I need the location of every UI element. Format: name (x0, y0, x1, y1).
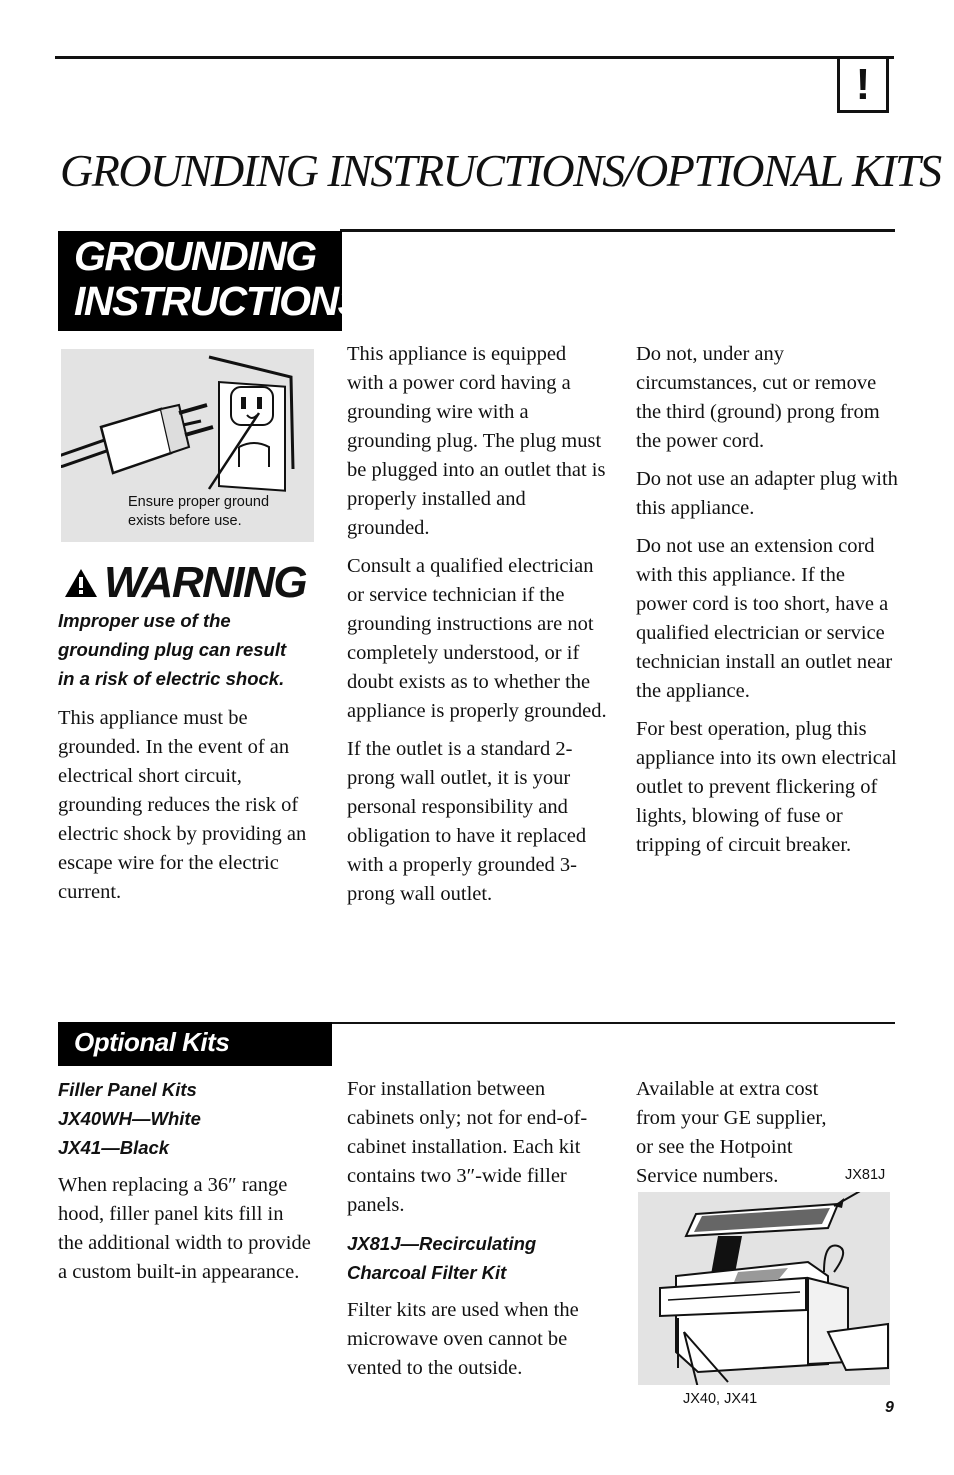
grounding-column-1 (58, 704, 308, 916)
paragraph: For best operation, plug this appliance into its own electrical outlet to prevent flickering of lights, blowing of fuse or tripping of circuit breaker. (636, 718, 897, 856)
warning-label: WARNING (104, 558, 307, 607)
plug-caption (128, 493, 308, 531)
kit-model: JX41—Black (58, 1137, 170, 1158)
alert-icon (837, 59, 889, 113)
paragraph: If the outlet is a standard 2-prong wall outlet, it is your personal responsibility and obligation to have it replaced with a properly grounded 3-prong wall outlet. (347, 738, 587, 905)
kit-illustration (638, 1192, 890, 1385)
paragraph: Consult a qualified electrician or service technician if the grounding instructions are not completely understood, or if doubt exists as to whether the appliance is properly grounded. (347, 555, 607, 722)
caption-line2: exists before use. (128, 513, 242, 529)
kits-column-2 (347, 1075, 612, 1392)
grounding-heading-line2: INSTRUCTIONS (74, 278, 364, 324)
kit-title: JX81J—Recirculating (347, 1233, 537, 1254)
paragraph: Do not use an adapter plug with this appliance. (636, 468, 898, 519)
kit-model: JX40WH—White (58, 1108, 201, 1129)
page-title: GROUNDING INSTRUCTIONS/OPTIONAL KITS (60, 145, 941, 196)
grounding-column-2 (347, 340, 607, 918)
alert-symbol: ! (855, 59, 871, 109)
grounding-heading-line1: GROUNDING (74, 233, 316, 279)
paragraph: Available at extra cost from your GE supplier, or see the Hotpoint Service numbers. (636, 1078, 827, 1187)
jx81j-label: JX81J (845, 1167, 886, 1183)
paragraph: Do not, under any circumstances, cut or remove the third (ground) prong from the power cord. (636, 343, 880, 452)
filler-panel-heading (58, 1075, 313, 1162)
top-rule (55, 56, 894, 59)
paragraph: Do not use an extension cord with this appliance. If the power cord is too short, have a qualified electrician or service technician install an outlet near the appliance. (636, 535, 893, 702)
kits-column-1 (58, 1075, 313, 1296)
section-rule (330, 1022, 895, 1024)
optional-kits-heading: Optional Kits (58, 1022, 332, 1066)
paragraph: This appliance is equipped with a power cord having a grounding wire with a grounding plug. The plug must be plugged into an outlet that is properly installed and grounded. (347, 343, 606, 539)
kit-title: Filler Panel Kits (58, 1079, 197, 1100)
paragraph: When replacing a 36″ range hood, filler panel kits fill in the additional width to provide a custom built-in appearance. (58, 1174, 311, 1283)
paragraph: This appliance must be grounded. In the event of an electrical short circuit, grounding reduces the risk of electric shock by providing an escape wire for the electric current. (58, 707, 307, 903)
warning-line: in a risk of electric shock. (58, 668, 285, 689)
microwave-kit-icon (638, 1192, 890, 1385)
warning-triangle-icon (64, 567, 98, 599)
grounding-column-3 (636, 340, 898, 869)
paragraph: Filter kits are used when the microwave oven cannot be vented to the outside. (347, 1299, 579, 1379)
warning-line: Improper use of the (58, 610, 231, 631)
warning-label-row (64, 558, 306, 608)
section-rule (340, 229, 895, 232)
charcoal-filter-heading (347, 1229, 612, 1287)
grounding-heading (58, 231, 364, 331)
kit-title: Charcoal Filter Kit (347, 1262, 507, 1283)
caption-line1: Ensure proper ground (128, 494, 270, 510)
warning-line: grounding plug can result (58, 639, 287, 660)
jx40-jx41-label: JX40, JX41 (683, 1391, 758, 1407)
page-number: 9 (885, 1399, 894, 1416)
paragraph: For installation between cabinets only; not for end-of-cabinet installation. Each kit contains two 3″-wide filler panels. (347, 1078, 588, 1216)
warning-statement (58, 606, 308, 693)
